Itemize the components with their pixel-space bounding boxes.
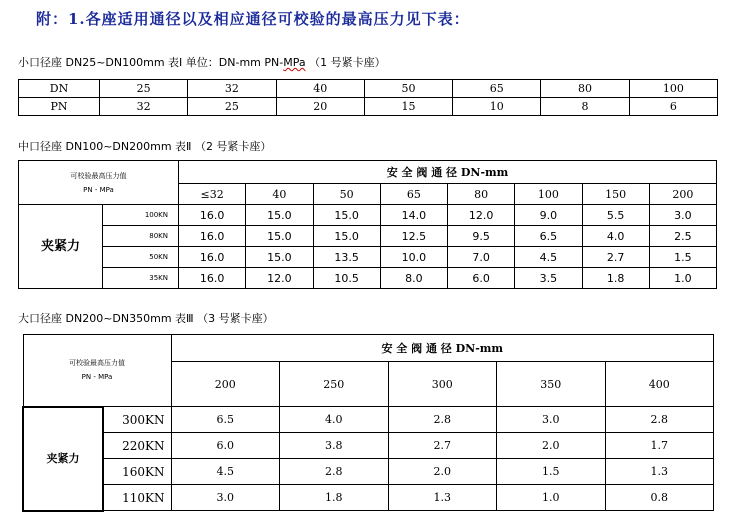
table3-force-value: 300KN [103,407,171,433]
table2-column-header: 50 [313,184,380,205]
table3-value-cell: 0.8 [605,485,714,511]
table-row [19,247,717,268]
table2-column-header: 150 [582,184,649,205]
table3-value-cell: 4.5 [171,459,280,485]
table2-value-cell: 16.0 [179,247,246,268]
table1-dn-cell: 50 [364,80,452,98]
table3-corner-line1: 可校验最高压力值 [69,359,125,368]
table-row [23,459,714,485]
table2-value-cell: 15.0 [313,226,380,247]
table2-header-row [19,161,717,184]
table1-dn-cell: 32 [188,80,276,98]
table1-row-label: PN [19,98,100,116]
table3-force-label: 夹紧力 [23,407,103,511]
table2-value-cell: 15.0 [246,205,313,226]
table2-value-cell: 3.5 [515,268,582,289]
table1-pn-cell: 10 [453,98,541,116]
table1-row-pn [19,98,718,116]
table3-value-cell: 2.0 [388,459,497,485]
table2-value-cell: 9.5 [448,226,515,247]
table3-corner [23,335,171,407]
table3-value-cell: 2.8 [605,407,714,433]
table1-caption [18,54,386,70]
table3-value-cell: 2.7 [388,433,497,459]
table3-header-row [23,335,714,362]
table2-column-header: 200 [649,184,716,205]
table-row [23,407,714,433]
table3 [22,334,714,512]
table3-value-cell: 6.0 [171,433,280,459]
table2-value-cell: 7.0 [448,247,515,268]
table2-value-cell: 16.0 [179,205,246,226]
table2-value-cell: 6.5 [515,226,582,247]
table2-column-header: 65 [380,184,447,205]
table2-value-cell: 14.0 [380,205,447,226]
table3-value-cell: 3.0 [497,407,606,433]
table2-value-cell: 2.7 [582,247,649,268]
table2-value-cell: 16.0 [179,268,246,289]
table-row [23,433,714,459]
table2-value-cell: 2.5 [649,226,716,247]
table2-force-value: 50KN [103,247,179,268]
table2-force-value: 80KN [103,226,179,247]
table2-value-cell: 9.0 [515,205,582,226]
table1-pn-cell: 25 [188,98,276,116]
table2-value-cell: 15.0 [246,247,313,268]
table3-column-header: 400 [605,362,714,407]
table1-caption-suffix: （1 号紧卡座） [305,56,386,69]
table1-caption-unit: MPa [283,56,306,69]
table3-value-cell: 2.8 [280,459,389,485]
table2-value-cell: 15.0 [246,226,313,247]
table2-header: 安 全 阀 通 径 DN-mm [179,161,717,184]
table1-dn-cell: 25 [100,80,188,98]
table2-value-cell: 10.5 [313,268,380,289]
table2 [18,160,717,289]
table3-column-header: 350 [497,362,606,407]
table3-header: 安 全 阀 通 径 DN-mm [171,335,714,362]
table3-value-cell: 3.8 [280,433,389,459]
table3-force-value: 160KN [103,459,171,485]
table3-value-cell: 1.0 [497,485,606,511]
table2-value-cell: 8.0 [380,268,447,289]
table2-caption: 中口径座 DN100~DN200mm 表Ⅱ （2 号紧卡座） [18,140,272,153]
table2-force-value: 100KN [103,205,179,226]
table1-row-dn [19,80,718,98]
table-row [19,205,717,226]
table1-pn-cell: 6 [629,98,717,116]
table3-value-cell: 1.3 [388,485,497,511]
table2-value-cell: 12.5 [380,226,447,247]
table1 [18,79,718,116]
table3-value-cell: 6.5 [171,407,280,433]
table3-value-cell: 1.3 [605,459,714,485]
table2-corner [19,161,179,205]
table-row [19,226,717,247]
page-heading: 附：1.各座适用通径以及相应通径可校验的最高压力见下表： [36,10,470,28]
table2-force-label: 夹紧力 [19,205,103,289]
table1-dn-cell: 65 [453,80,541,98]
table2-value-cell: 1.5 [649,247,716,268]
table3-value-cell: 3.0 [171,485,280,511]
table2-value-cell: 5.5 [582,205,649,226]
table2-value-cell: 10.0 [380,247,447,268]
table2-value-cell: 12.0 [246,268,313,289]
table3-corner-line2: PN - MPa [81,373,113,382]
table3-value-cell: 4.0 [280,407,389,433]
table2-value-cell: 3.0 [649,205,716,226]
table3-value-cell: 1.8 [280,485,389,511]
table3-value-cell: 1.7 [605,433,714,459]
table-row [19,268,717,289]
table2-column-header: ≤32 [179,184,246,205]
table3-value-cell: 2.0 [497,433,606,459]
table1-dn-cell: 40 [276,80,364,98]
table1-row-label: DN [19,80,100,98]
table2-force-value: 35KN [103,268,179,289]
table3-value-cell: 2.8 [388,407,497,433]
table2-value-cell: 1.0 [649,268,716,289]
table2-column-header: 40 [246,184,313,205]
table3-force-value: 110KN [103,485,171,511]
table2-value-cell: 6.0 [448,268,515,289]
table1-pn-cell: 20 [276,98,364,116]
table1-pn-cell: 8 [541,98,629,116]
table2-value-cell: 1.8 [582,268,649,289]
table2-value-cell: 12.0 [448,205,515,226]
table1-caption-prefix: 小口径座 DN25~DN100mm 表Ⅰ 单位：DN-mm PN- [18,56,284,69]
table2-value-cell: 16.0 [179,226,246,247]
table2-value-cell: 13.5 [313,247,380,268]
table3-column-header: 250 [280,362,389,407]
table3-value-cell: 1.5 [497,459,606,485]
table2-value-cell: 15.0 [313,205,380,226]
table2-value-cell: 4.5 [515,247,582,268]
table3-column-header: 200 [171,362,280,407]
table2-column-header: 80 [448,184,515,205]
table1-dn-cell: 80 [541,80,629,98]
table2-corner-line2: PN - MPa [83,185,114,194]
table2-column-header: 100 [515,184,582,205]
table1-dn-cell: 100 [629,80,717,98]
table2-corner-line1: 可校验最高压力值 [70,171,127,180]
table1-pn-cell: 15 [364,98,452,116]
table3-caption: 大口径座 DN200~DN350mm 表Ⅲ （3 号紧卡座） [18,312,274,325]
table3-column-header: 300 [388,362,497,407]
table1-pn-cell: 32 [100,98,188,116]
table2-value-cell: 4.0 [582,226,649,247]
table-row [23,485,714,511]
table3-force-value: 220KN [103,433,171,459]
